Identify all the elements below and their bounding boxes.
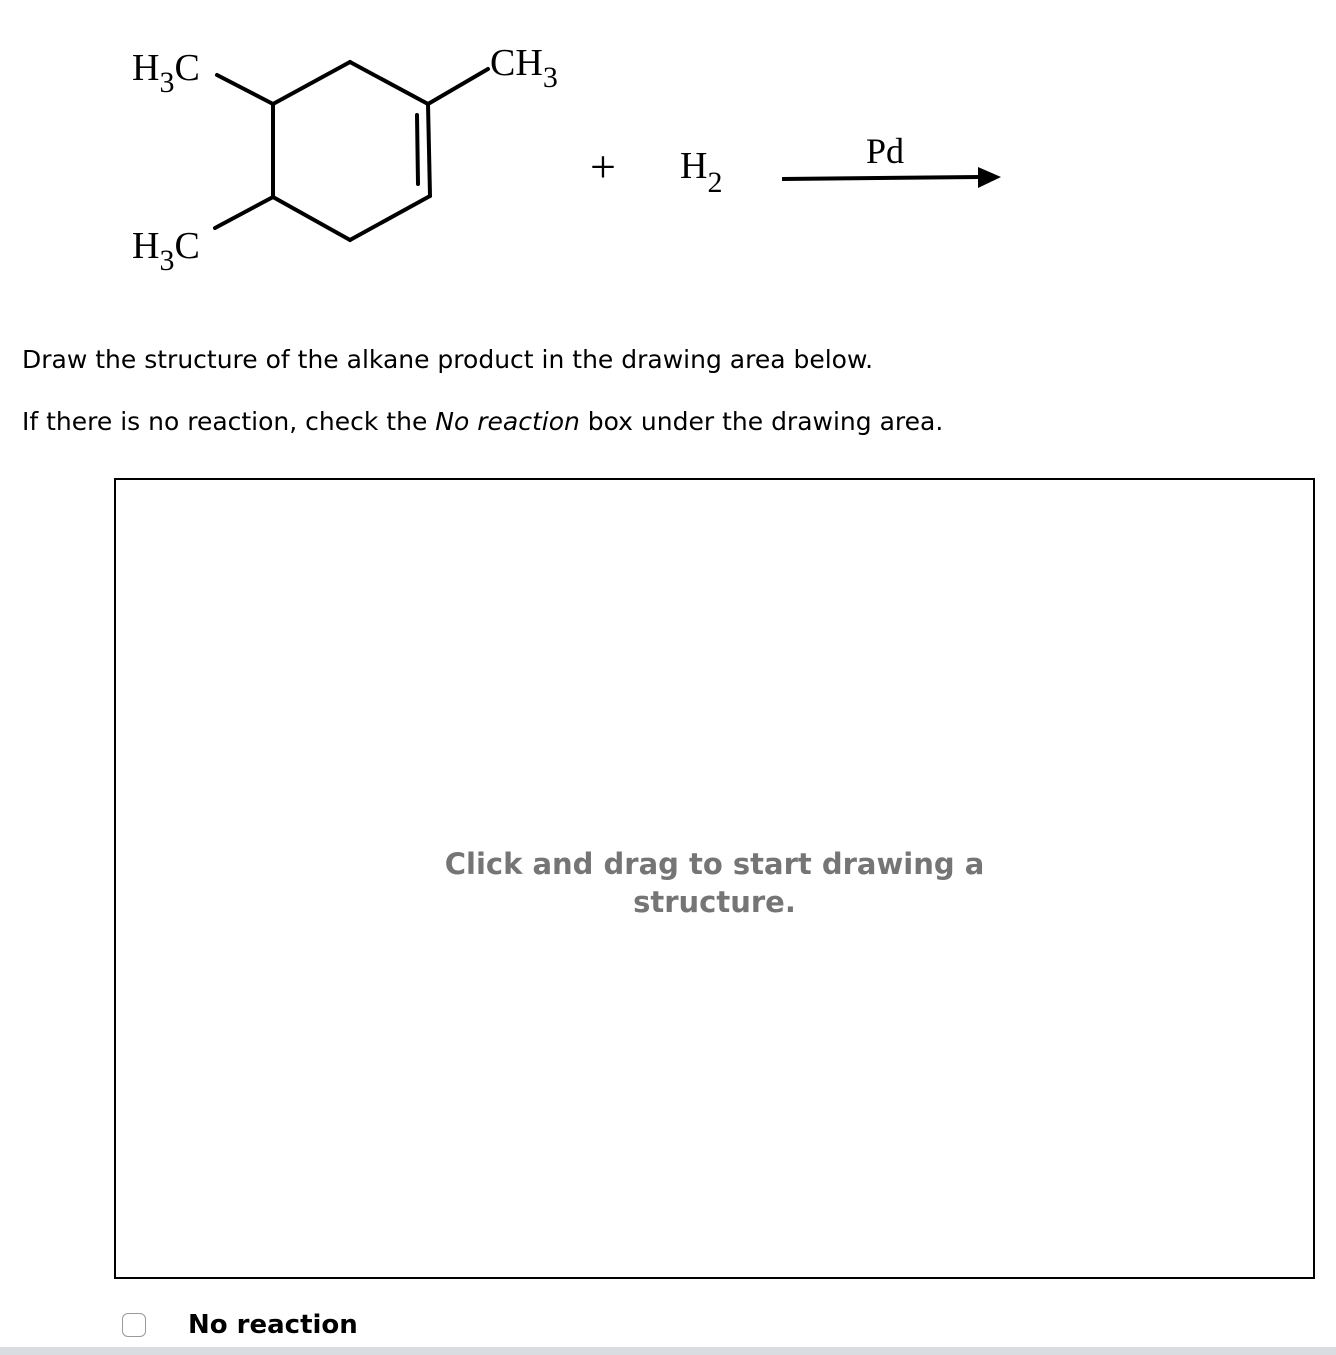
instruction-emphasis: No reaction: [435, 407, 580, 436]
ring-double-bond-inner: [417, 115, 418, 184]
ring-bond: [350, 196, 430, 240]
reaction-scheme: [0, 0, 1100, 300]
drawing-placeholder-text: Click and drag to start drawing a structure.: [444, 847, 985, 919]
instruction-text: If there is no reaction, check the: [22, 407, 436, 436]
cyclohexene-ring: [215, 62, 488, 240]
ring-double-bond: [428, 104, 430, 196]
instruction-text: box under the drawing area.: [579, 407, 944, 436]
instruction-no-reaction: [22, 407, 943, 437]
ring-bond: [273, 62, 350, 104]
instruction-draw-product: Draw the structure of the alkane product in the drawing area below.: [22, 345, 874, 374]
catalyst-label: Pd: [866, 131, 905, 171]
no-reaction-option[interactable]: [122, 1308, 358, 1342]
no-reaction-checkbox[interactable]: [122, 1313, 146, 1337]
methyl-bond-bottom-left: [215, 197, 273, 228]
methyl-label-top-left: $H_3C$: [132, 47, 200, 99]
ring-bond: [273, 197, 350, 240]
drawing-area[interactable]: [114, 478, 1315, 1279]
plus-sign: +: [590, 141, 616, 192]
methyl-label-bottom-left: $H_3C$: [132, 225, 200, 277]
bottom-bar: [0, 1347, 1336, 1355]
hydrogen-reagent: $H_2$: [680, 145, 723, 199]
methyl-label-top-right: $CH_3$: [490, 42, 558, 94]
methyl-bond-top-left: [217, 75, 273, 104]
no-reaction-label[interactable]: No reaction: [188, 1310, 358, 1340]
methyl-bond-top-right: [428, 69, 488, 104]
ring-bond: [350, 62, 428, 104]
